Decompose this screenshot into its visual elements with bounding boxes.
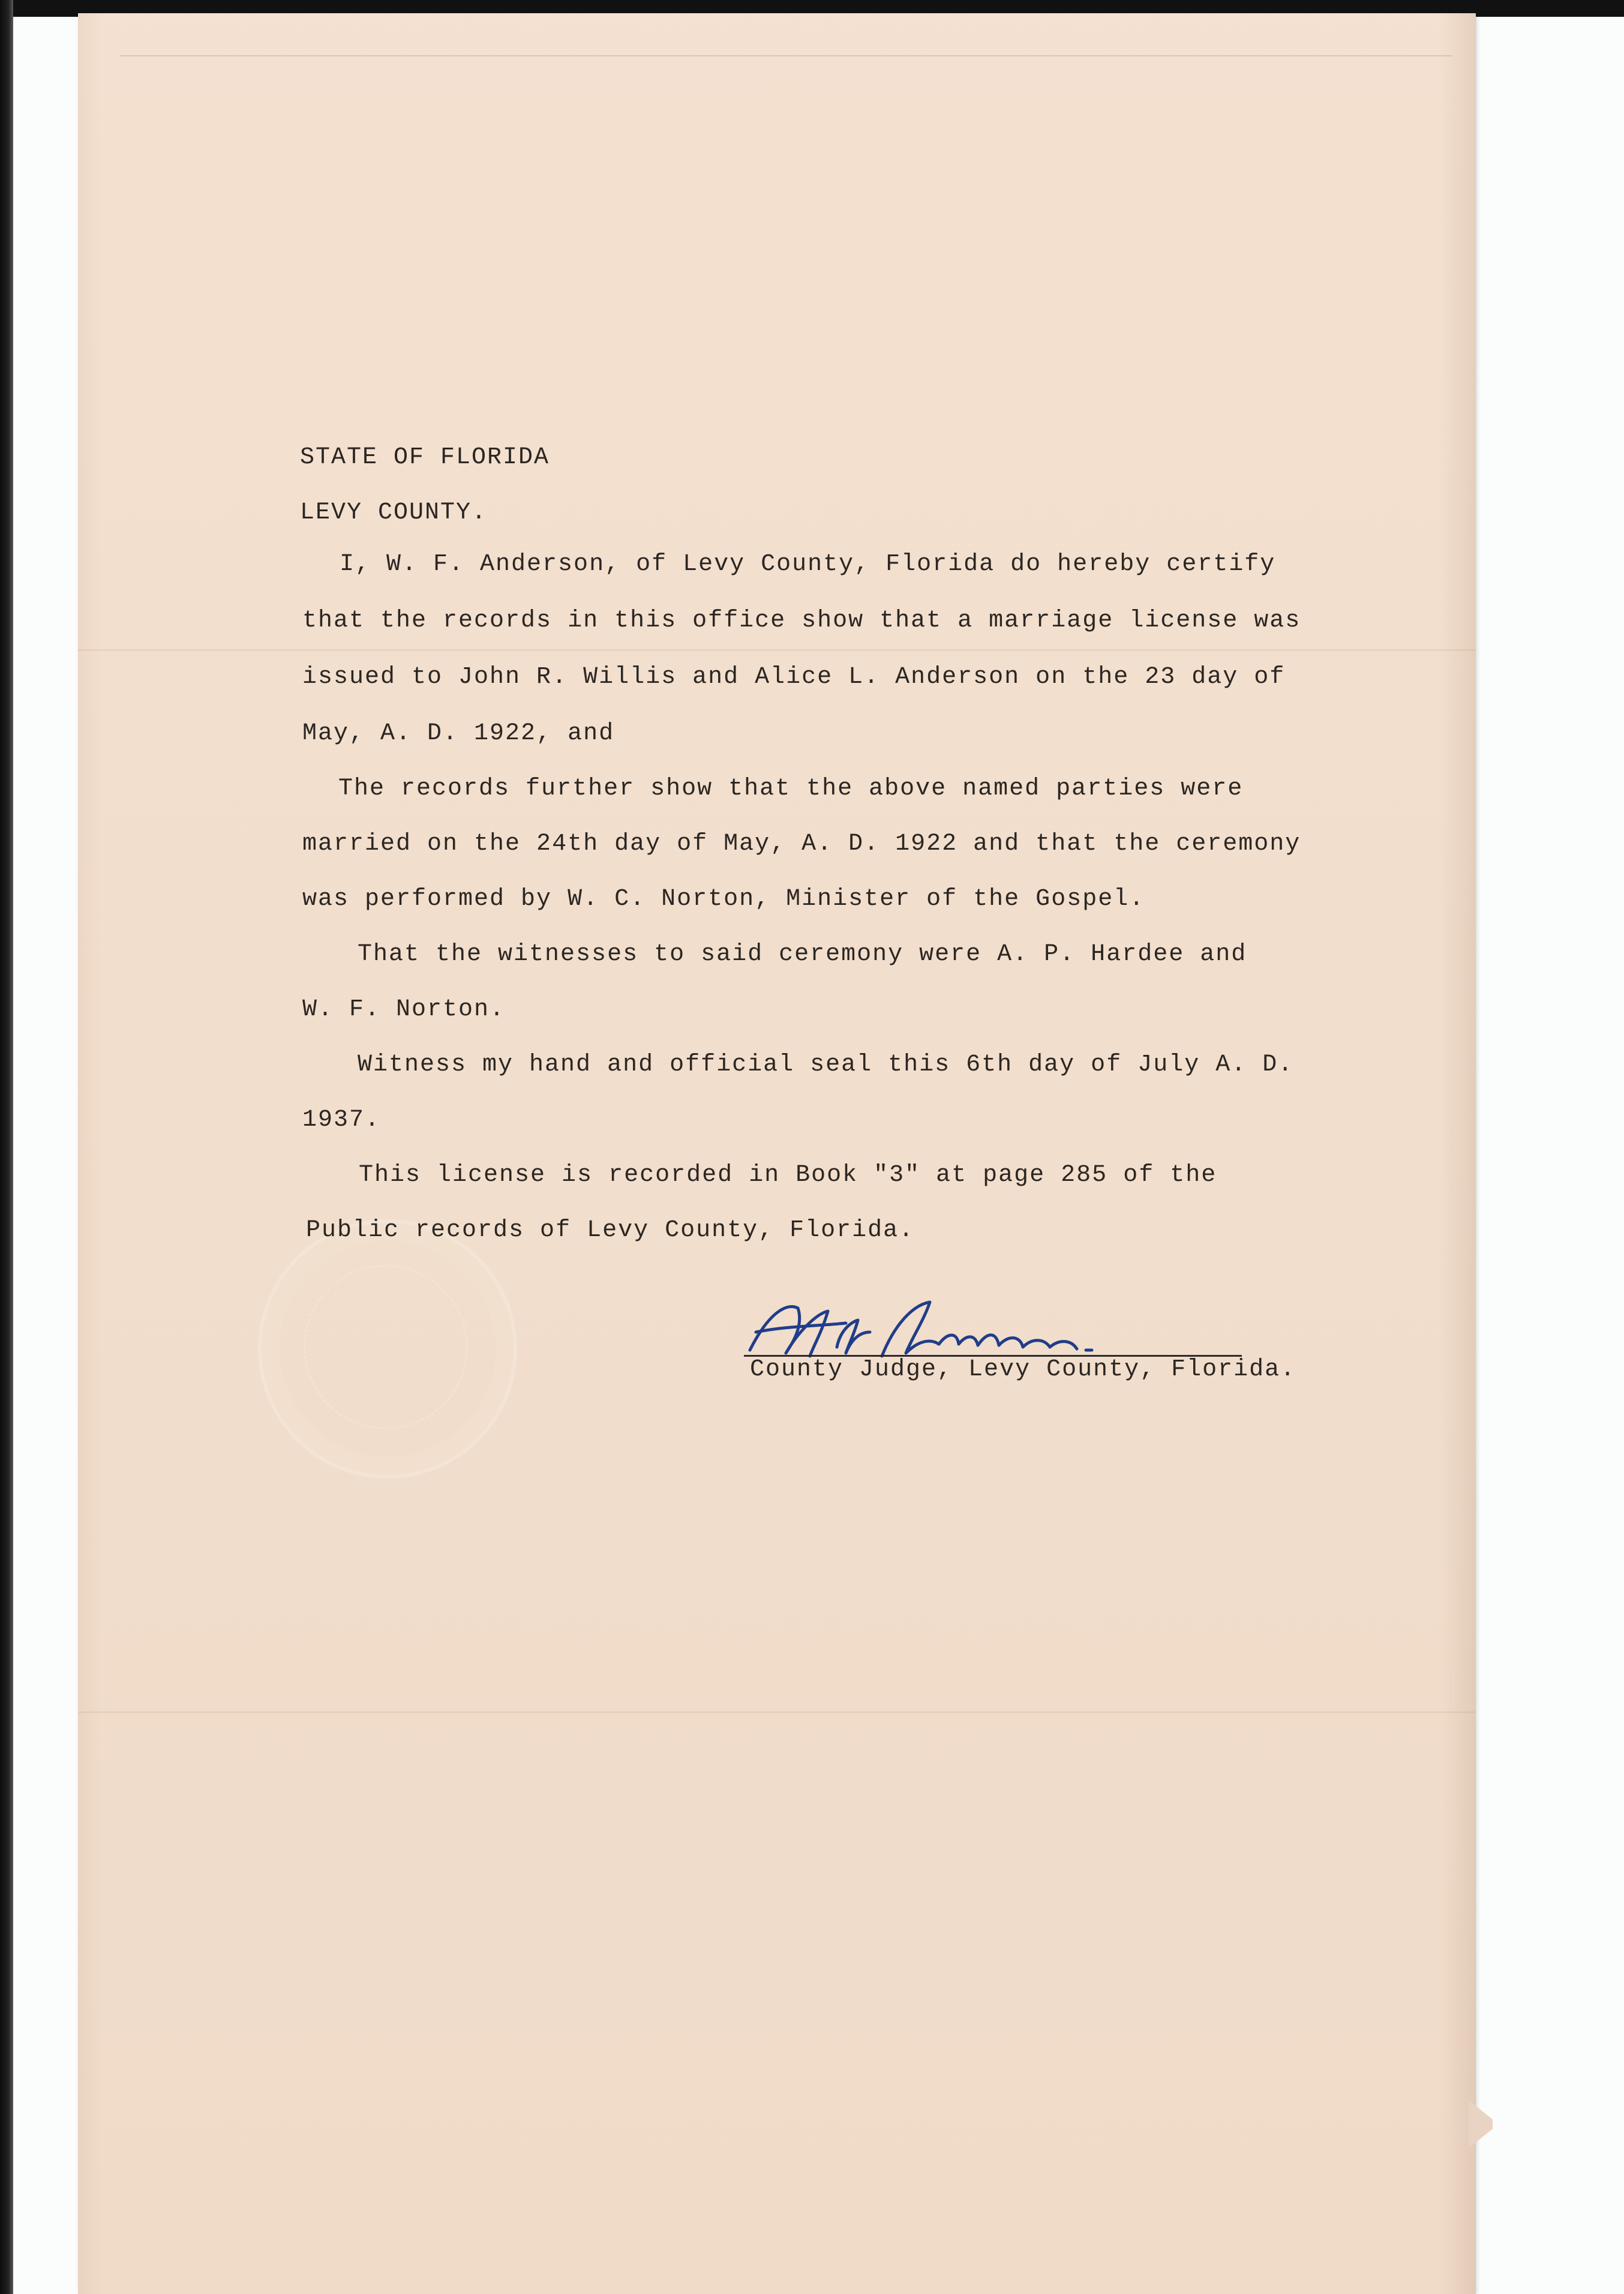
paper-edge-tab bbox=[1469, 2100, 1493, 2148]
state-heading: STATE OF FLORIDA bbox=[300, 444, 550, 471]
text-line: issued to John R. Willis and Alice L. Anderson on the 23 day of bbox=[302, 664, 1286, 691]
text-line: 1937. bbox=[302, 1106, 381, 1133]
scanner-left-edge bbox=[0, 0, 13, 2294]
text-line: Public records of Levy County, Florida. bbox=[306, 1217, 915, 1244]
signature-block bbox=[732, 1290, 1332, 1398]
text-line: I, W. F. Anderson, of Levy County, Florida do hereby certify bbox=[340, 551, 1276, 578]
paper-fold bbox=[78, 1711, 1476, 1713]
text-line: that the records in this office show that a marriage license was bbox=[302, 607, 1301, 634]
text-line: married on the 24th day of May, A. D. 1922 and that the ceremony bbox=[302, 830, 1301, 857]
judge-title: County Judge, Levy County, Florida. bbox=[750, 1356, 1296, 1383]
paper-top-strip bbox=[120, 49, 1452, 56]
embossed-seal-inner bbox=[304, 1265, 468, 1429]
text-line: May, A. D. 1922, and bbox=[302, 720, 615, 747]
embossed-seal bbox=[258, 1219, 517, 1479]
text-line: The records further show that the above named parties were bbox=[338, 775, 1244, 802]
text-line: That the witnesses to said ceremony were A. P. Hardee and bbox=[358, 941, 1247, 968]
text-line: Witness my hand and official seal this 6th day of July A. D. bbox=[358, 1051, 1294, 1078]
text-line: W. F. Norton. bbox=[302, 996, 506, 1023]
text-line: This license is recorded in Book "3" at page 285 of the bbox=[359, 1162, 1217, 1189]
text-line: was performed by W. C. Norton, Minister of the Gospel. bbox=[302, 886, 1145, 913]
certificate-paper bbox=[78, 13, 1476, 2294]
paper-fold bbox=[78, 649, 1476, 651]
county-heading: LEVY COUNTY. bbox=[300, 499, 488, 526]
